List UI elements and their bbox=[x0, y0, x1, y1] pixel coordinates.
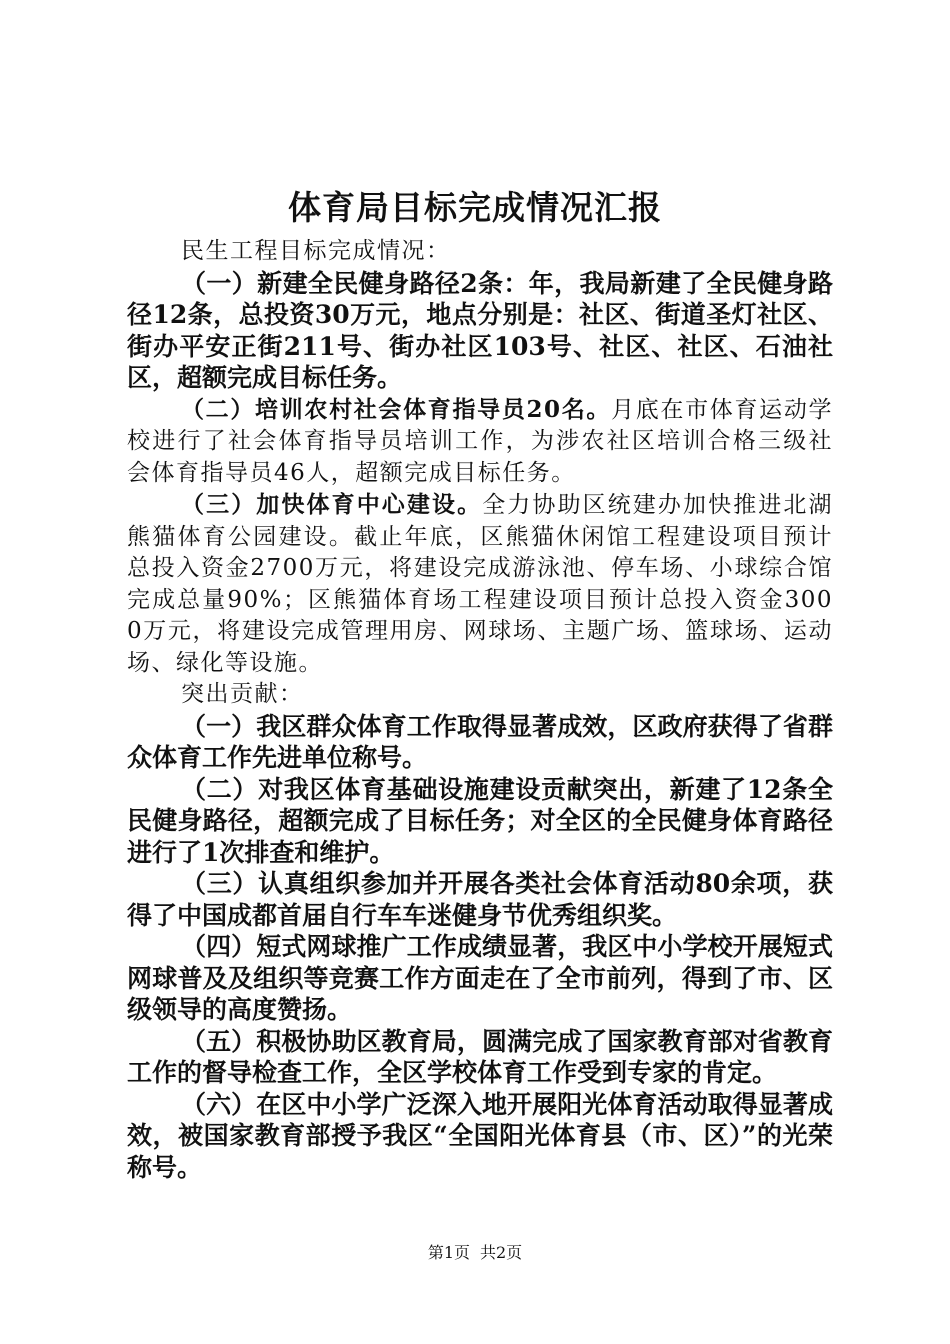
paragraph-contribution-5: （五）积极协助区教育局，圆满完成了国家教育部对省教育工作的督导检查工作，全区学校体育工作受到专家的肯定。 bbox=[127, 1026, 833, 1087]
paragraph-lead: （三）加快体育中心建设。 bbox=[181, 491, 483, 518]
page-number: 第1页 bbox=[427, 1243, 470, 1262]
paragraph-rest: 月底在市体育运动学校进行了社会体育指导员培训工作，为涉农社区培训合格三级社会体育指导员46人，超额完成目标任务。 bbox=[127, 396, 833, 486]
paragraph-contribution-1: （一）我区群众体育工作取得显著成效，区政府获得了省群众体育工作先进单位称号。 bbox=[127, 711, 833, 772]
document-title: 体育局目标完成情况汇报 bbox=[288, 188, 662, 227]
paragraph-rest: 全力协助区统建办加快推进北湖熊猫体育公园建设。截止年底，区熊猫休闲馆工程建设项目预计总投入资金2700万元，将建设完成游泳池、停车场、小球综合馆完成总量90%；区熊猫体育场工程建设项目预计总投入资金3000万元，将建设完成管理用房、网球场、主题广场、篮球场、运动场、绿化等设施。 bbox=[127, 492, 834, 676]
paragraph-livelihood-3 bbox=[127, 489, 833, 679]
paragraph-contribution-4: （四）短式网球推广工作成绩显著，我区中小学校开展短式网球普及及组织等竞赛工作方面走在了全市前列，得到了市、区级领导的高度赞扬。 bbox=[127, 932, 833, 1024]
document-body bbox=[127, 236, 833, 1183]
section-heading-livelihood: 民生工程目标完成情况： bbox=[181, 238, 451, 264]
paragraph-contribution-3: （三）认真组织参加并开展各类社会体育活动80余项，获得了中国成都首届自行车车迷健身节优秀组织奖。 bbox=[127, 869, 833, 930]
page-total: 共2页 bbox=[480, 1243, 523, 1262]
paragraph-livelihood-2 bbox=[127, 394, 833, 490]
page-footer bbox=[0, 1241, 950, 1265]
paragraph-contribution-2: （二）对我区体育基础设施建设贡献突出，新建了12条全民健身路径，超额完成了目标任务；对全区的全民健身体育路径进行了1次排查和维护。 bbox=[127, 774, 833, 867]
paragraph-contribution-6: （六）在区中小学广泛深入地开展阳光体育活动取得显著成效，被国家教育部授予我区“全国阳光体育县（市、区）”的光荣称号。 bbox=[127, 1089, 833, 1182]
paragraph-livelihood-1: （一）新建全民健身路径2条：年，我局新建了全民健身路径12条，总投资30万元，地点分别是：社区、街道圣灯社区、街办平安正街211号、街办社区103号、社区、社区、石油社区，超额完成目标任务。 bbox=[127, 268, 833, 392]
paragraph-lead: （二）培训农村社会体育指导员20名。 bbox=[181, 395, 612, 423]
section-heading-contributions: 突出贡献： bbox=[181, 681, 304, 707]
